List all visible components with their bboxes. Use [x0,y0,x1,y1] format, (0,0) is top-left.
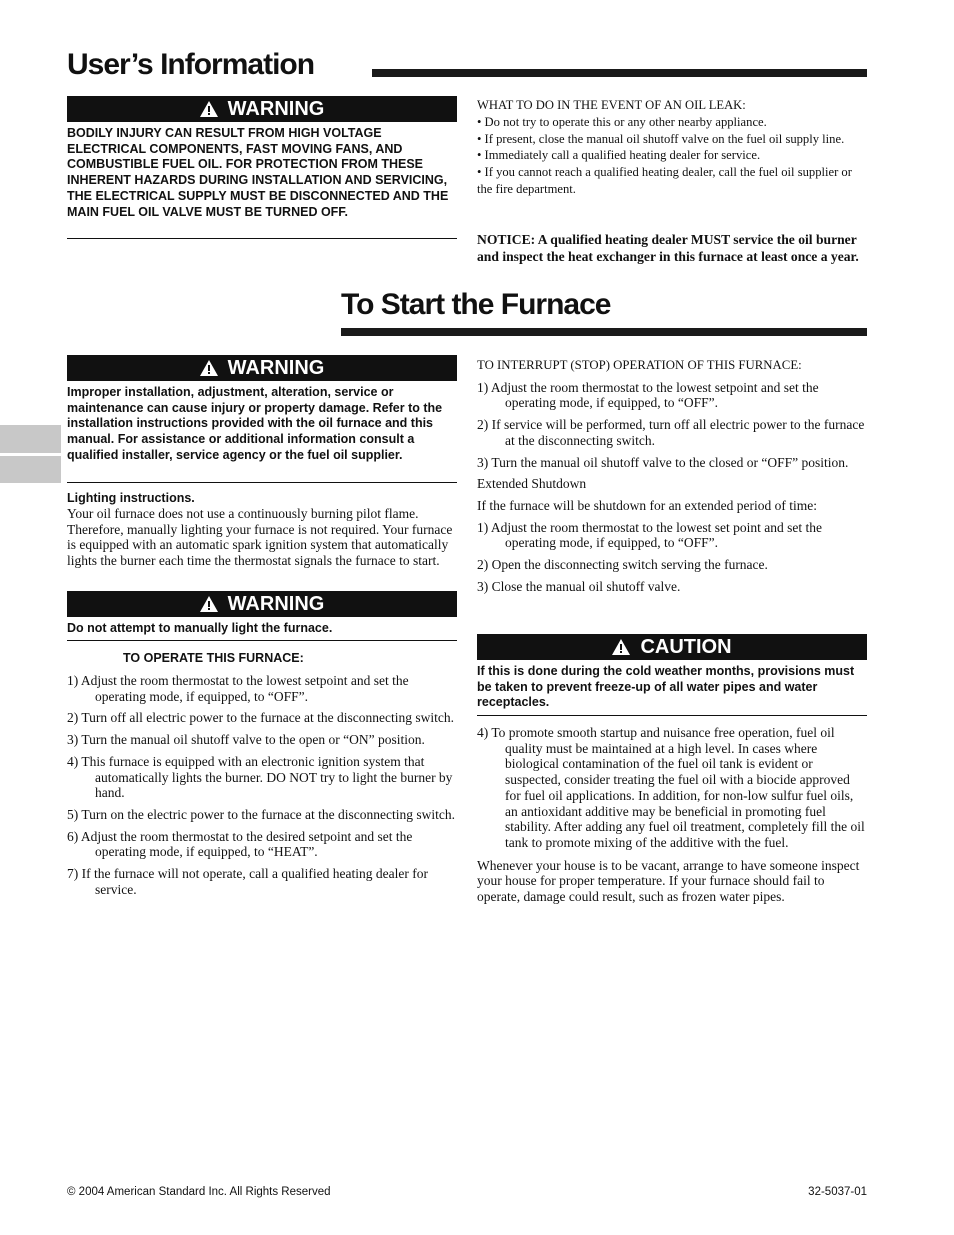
oil-leak-bullet: • If present, close the manual oil shutoff valve on the fuel oil supply line. [477,131,845,146]
operate-step: 4) This furnace is equipped with an electronic ignition system that automatically lights the burner. DO NOT try to light the burner by hand. [67,753,453,801]
warning-text-1: BODILY INJURY CAN RESULT FROM HIGH VOLTAGE ELECTRICAL COMPONENTS, FAST MOVING FANS, AND COMBUSTIBLE FUEL OIL. FOR PROTECTION FROM THESE INHERENT HAZARDS DURING INSTALLATION AND SERVICING, THE ELECTRICAL SUPPLY MUST BE DISCONNECTED AND THE MAIN FUEL OIL VALVE MUST BE TURNED OFF. [67,126,449,219]
footer-copyright: © 2004 American Standard Inc. All Rights Reserved [67,1186,331,1198]
warning-rule-1 [67,238,457,239]
oil-leak-bullet: • Immediately call a qualified heating dealer for service. [477,148,761,163]
interrupt-heading: TO INTERRUPT (STOP) OPERATION OF THIS FURNACE: [477,358,802,372]
interrupt-step: 3) Turn the manual oil shutoff valve to the closed or “OFF” position. [477,454,849,470]
operate-steps [67,673,459,903]
warning-label-3: WARNING [227,592,325,615]
oil-leak-heading: WHAT TO DO IN THE EVENT OF AN OIL LEAK: [477,98,746,112]
caution-text: If this is done during the cold weather months, provisions must be taken to prevent freeze-up of all water pipes and water receptacles. [477,664,855,710]
extended-step: 3) Close the manual oil shutoff valve. [477,578,681,594]
lighting-heading: Lighting instructions. [67,491,195,505]
caution-rule [477,715,867,716]
lighting-text: Your oil furnace does not use a continuously burning pilot flame. Therefore, manually lighting your furnace is not required. Your furnace is equipped with an automatic spark ignition system that automatically lights the burner each time the thermostat signals the furnace to start. [67,506,453,569]
users-information-title: User’s Information [67,48,315,81]
right-lower-section [477,725,867,911]
warning-triangle-icon [200,596,218,612]
operate-step: 7) If the furnace will not operate, call a qualified heating dealer for service. [67,866,428,897]
oil-leak-bullet: • If you cannot reach a qualified heating dealer, call the fuel oil supplier or the fire department. [477,165,852,196]
warning-triangle-icon [200,101,218,117]
oil-leak-section [477,97,867,198]
warning-triangle-icon [612,639,630,655]
title-rule [372,69,867,77]
oil-leak-bullet: • Do not try to operate this or any other nearby appliance. [477,114,767,129]
footer-doc-number: 32-5037-01 [808,1186,867,1198]
warning-text-3: Do not attempt to manually light the furnace. [67,621,333,635]
warning-banner-3 [67,591,457,617]
start-furnace-rule [341,328,867,336]
operate-step: 1) Adjust the room thermostat to the lowest setpoint and set the operating mode, if equipped, to “OFF”. [67,673,409,704]
extended-step-4: 4) To promote smooth startup and nuisance free operation, fuel oil quality must be maintained at a high level. In cases where biological contamination of the fuel oil tank is evident or suspected, consider treating the fuel oil with a biocide approved for fuel oil applications. In addition, for non-low sulfur fuel oils, an antioxidant additive may be beneficial in promoting fuel stability. After adding any fuel oil treatment, completely fill the oil tank to promote mixing of the additive with the fuel. [477,725,865,850]
warning-banner-1 [67,96,457,122]
operate-heading: TO OPERATE THIS FURNACE: [123,651,304,665]
warning-rule-3 [67,640,457,641]
operate-step: 6) Adjust the room thermostat to the desired setpoint and set the operating mode, if equipped, to “HEAT”. [67,828,413,860]
notice-text: NOTICE: A qualified heating dealer MUST service the oil burner and inspect the heat exchanger in this furnace at least once a year. [477,232,859,264]
operate-step: 5) Turn on the electric power to the furnace at the disconnecting switch. [67,806,456,822]
warning-banner-2 [67,355,457,381]
caution-banner [477,634,867,660]
caution-label: CAUTION [640,635,732,658]
interrupt-step: 1) Adjust the room thermostat to the lowest setpoint and set the operating mode, if equipped, to “OFF”. [477,379,819,411]
warning-label-1: WARNING [227,97,325,120]
extended-step: 2) Open the disconnecting switch serving the furnace. [477,557,768,573]
operate-step: 2) Turn off all electric power to the furnace at the disconnecting switch. [67,710,455,726]
warning-label-2: WARNING [227,356,325,379]
operate-step: 3) Turn the manual oil shutoff valve to the open or “ON” position. [67,732,425,748]
start-furnace-title: To Start the Furnace [341,288,611,321]
side-tab-lower [0,456,61,483]
side-tab-upper [0,425,61,453]
interrupt-section [477,358,867,600]
extended-step: 1) Adjust the room thermostat to the lowest set point and set the operating mode, if equipped, to “OFF”. [477,519,822,551]
warning-text-2: Improper installation, adjustment, alteration, service or maintenance can cause injury or property damage. Refer to the installation instructions provided with the oil furnace and this manual. For assistance or additional information consult a qualified installer, service agency or the fuel oil supplier. [67,385,443,462]
vacant-text: Whenever your house is to be vacant, arrange to have someone inspect your house for proper temperature. If your furnace should fail to operate, damage could result, such as frozen water pipes. [477,857,860,905]
extended-intro: If the furnace will be shutdown for an extended period of time: [477,497,818,513]
warning-rule-2 [67,482,457,483]
extended-heading: Extended Shutdown [477,476,587,492]
interrupt-step: 2) If service will be performed, turn off all electric power to the furnace at the disconnecting switch. [477,417,865,448]
warning-triangle-icon [200,360,218,376]
